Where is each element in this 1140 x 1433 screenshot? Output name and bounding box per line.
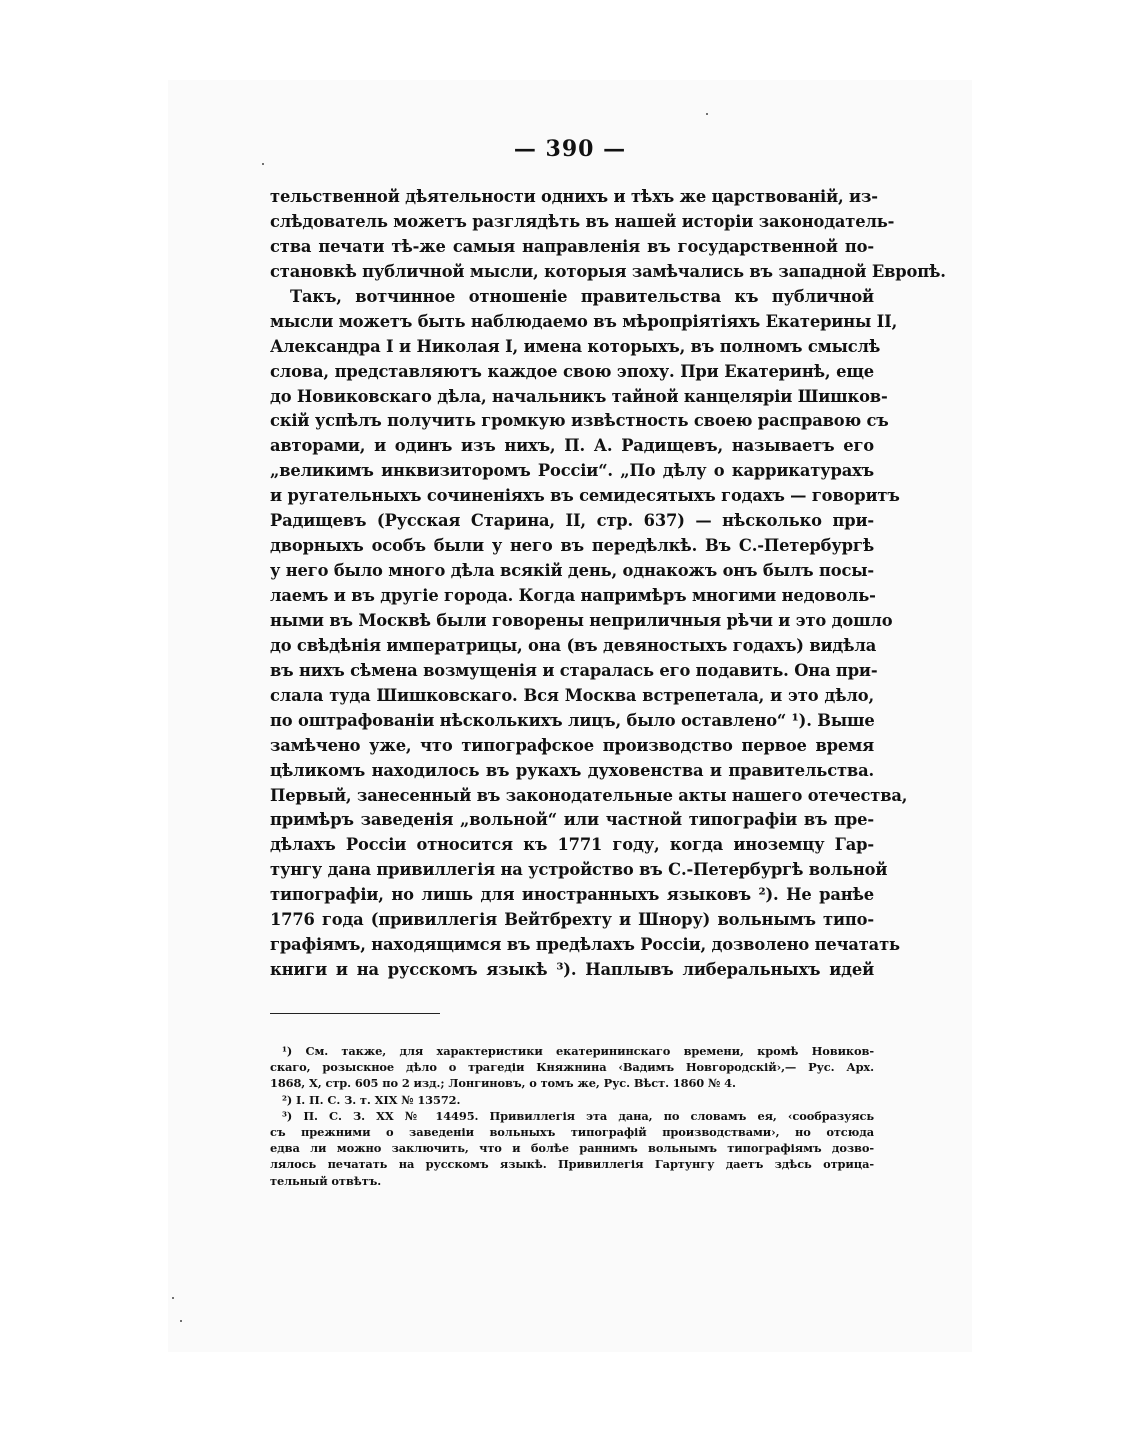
footnote-line: 1868, X, стр. 605 по 2 изд.; Лонгиновъ, о томъ же, Рус. Вѣст. 1860 № 4.: [270, 1076, 736, 1091]
text-line: становкѣ публичной мысли, которыя замѣчались въ западной Европѣ.: [270, 261, 946, 281]
text-line: типографіи, но лишь для иностранныхъ языковъ ²). Не ранѣе: [270, 885, 874, 905]
footnote-line: тельный отвѣтъ.: [270, 1173, 382, 1188]
text-line: ными въ Москвѣ были говорены неприличныя рѣчи и это дошло: [270, 610, 893, 630]
text-line: цѣликомъ находилось въ рукахъ духовенства и правительства.: [270, 760, 874, 780]
text-line: книги и на русскомъ языкѣ ³). Наплывъ либеральныхъ идей: [270, 960, 874, 980]
text-line: скій успѣлъ получить громкую извѣстность своею расправою съ: [270, 411, 889, 431]
text-line: въ нихъ сѣмена возмущенія и старалась его подавить. Она при-: [270, 660, 878, 680]
footnote-line: ²) I. П. С. З. т. XIX № 13572.: [282, 1092, 461, 1107]
footnote-line: ¹) См. также, для характеристики екатерининскаго времени, кромѣ Новиков-: [282, 1044, 874, 1058]
scan-speck: [180, 1320, 182, 1322]
footnotes: [270, 1043, 874, 1189]
text-line: 1776 года (привиллегія Вейтбрехту и Шнору) вольнымъ типо-: [270, 910, 874, 930]
text-line: Александра I и Николая I, имена которыхъ, въ полномъ смыслѣ: [270, 336, 881, 356]
page-number: — 390 —: [513, 136, 627, 162]
text-line: по оштрафованіи нѣсколькихъ лицъ, было оставлено“ ¹). Выше: [270, 710, 875, 730]
scan-speck: [706, 113, 708, 115]
text-line: Первый, занесенный въ законодательные акты нашего отечества,: [270, 785, 908, 805]
text-line: замѣчено уже, что типографское производство первое время: [270, 735, 874, 755]
text-line: тунгу дана привиллегія на устройство въ С.-Петербургѣ вольной: [270, 860, 888, 880]
footnote-line: скаго, розыскное дѣло о трагедіи Княжнина ‹Вадимъ Новгородскій›,— Рус. Арх.: [270, 1060, 874, 1075]
text-line: авторами, и одинъ изъ нихъ, П. А. Радищевъ, называетъ его: [270, 436, 874, 456]
text-line: дѣлахъ Россіи относится къ 1771 году, когда иноземцу Гар-: [270, 835, 874, 855]
footnote-line: съ прежними о заведеніи вольныхъ типографій производствами›, но отсюда: [270, 1124, 874, 1139]
footnote-line: едва ли можно заключить, что и болѣе раннимъ вольнымъ типографіямъ дозво-: [270, 1141, 874, 1156]
text-line: до Новиковскаго дѣла, начальникъ тайной канцеляріи Шишков-: [270, 386, 888, 406]
footnote-rule: [270, 1013, 440, 1014]
text-line: Радищевъ (Русская Старина, II, стр. 637) — нѣсколько при-: [270, 511, 874, 531]
footnote-line: лялось печатать на русскомъ языкѣ. Привиллегія Гартунгу даетъ здѣсь отрица-: [270, 1157, 874, 1172]
text-line: до свѣдѣнія императрицы, она (въ девяностыхъ годахъ) видѣла: [270, 635, 877, 655]
text-line: „великимъ инквизиторомъ Россіи“. „По дѣлу о каррикатурахъ: [270, 461, 874, 481]
scan-speck: [262, 163, 264, 165]
text-line: Такъ, вотчинное отношеніе правительства къ публичной: [290, 286, 874, 306]
text-line: слала туда Шишковскаго. Вся Москва встрепетала, и это дѣло,: [270, 685, 874, 705]
text-line: тельственной дѣятельности однихъ и тѣхъ же царствованій, из-: [270, 187, 878, 206]
footnote-line: ³) П. С. З. XX № 14495. Привиллегія эта дана, по словамъ ея, ‹сообразуясь: [282, 1108, 874, 1123]
text-line: слѣдователь можетъ разглядѣть въ нашей исторіи законодатель-: [270, 211, 895, 231]
text-line: у него было много дѣла всякій день, однакожъ онъ былъ посы-: [270, 561, 874, 581]
text-line: слова, представляютъ каждое свою эпоху. При Екатеринѣ, еще: [270, 361, 874, 381]
text-line: лаемъ и въ другіе города. Когда напримѣръ многими недоволь-: [270, 586, 876, 605]
text-line: мысли можетъ быть наблюдаемо въ мѣропріятіяхъ Екатерины II,: [270, 311, 898, 331]
text-line: графіямъ, находящимся въ предѣлахъ Россіи, дозволено печатать: [270, 935, 900, 955]
text-line: и ругательныхъ сочиненіяхъ въ семидесятыхъ годахъ — говоритъ: [270, 486, 900, 506]
text-line: ства печати тѣ-же самыя направленія въ государственной по-: [270, 236, 874, 256]
scan-speck: [172, 1297, 174, 1299]
body-text: [270, 185, 946, 983]
text-line: примѣръ заведенія „вольной“ или частной типографіи въ пре-: [270, 810, 874, 830]
text-line: дворныхъ особъ были у него въ передѣлкѣ. Въ С.-Петербургѣ: [270, 536, 874, 556]
